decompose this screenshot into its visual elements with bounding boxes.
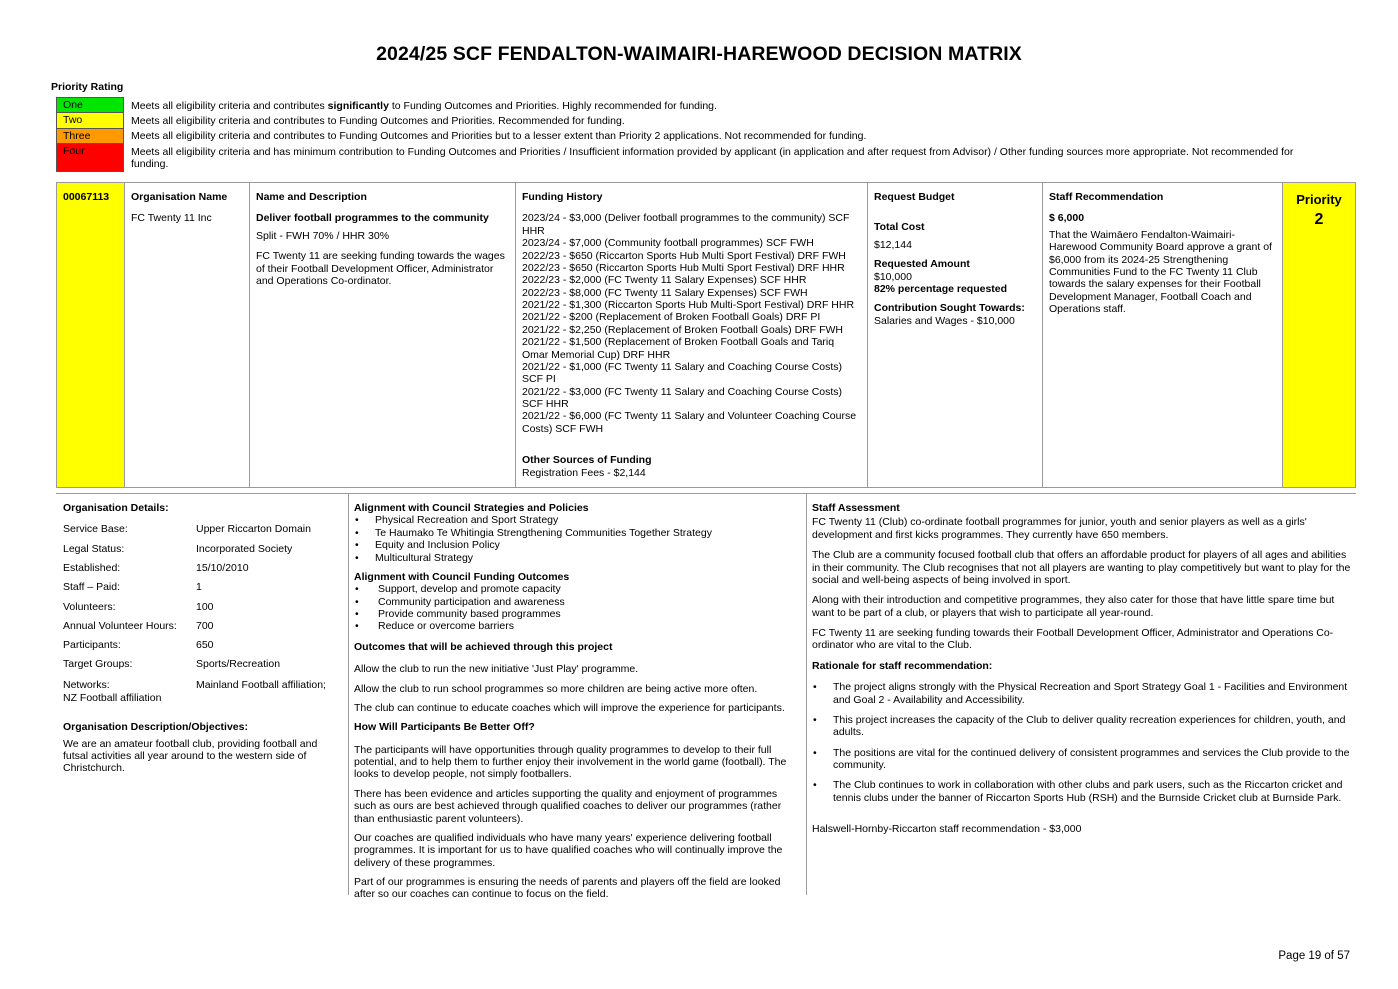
priority-value: 2 bbox=[1314, 211, 1324, 229]
funding-history-heading: Funding History bbox=[522, 191, 603, 203]
funding-history-item: 2021/22 - $3,000 (FC Twenty 11 Salary and Coaching Course Costs) SCF HHR bbox=[522, 385, 843, 410]
outcome-item: • Community participation and awareness bbox=[354, 596, 796, 608]
recommendation-text: That the Waimāero Fendalton-Waimairi-Harewood Community Board approve a grant of $6,000 from its 2024-25 Strengthening Communities Fund to the FC Twenty 11 Club towards the salary expenses for their Football Development Manager, Football Coach and Operations staff. bbox=[1049, 228, 1272, 315]
priority-row-two bbox=[57, 113, 1318, 128]
funding-history-item: 2021/22 - $1,300 (Riccarton Sports Hub Multi-Sport Festival) DRF HHR bbox=[522, 299, 855, 311]
rationale-item: • This project increases the capacity of the Club to deliver quality recreation experiences for children, youth, and adults. bbox=[812, 714, 1352, 739]
funding-history-item: 2022/23 - $650 (Riccarton Sports Hub Multi Sport Festival) DRF HHR bbox=[522, 261, 845, 274]
total-cost-value: $12,144 bbox=[874, 238, 912, 251]
priority-heading: Priority bbox=[1296, 192, 1342, 207]
organisation-description-heading: Organisation Description/Objectives: bbox=[63, 721, 248, 734]
priority-rating-heading: Priority Rating bbox=[51, 81, 124, 93]
priority-cell bbox=[1283, 183, 1355, 487]
funding-history-item: 2021/22 - $6,000 (FC Twenty 11 Salary and Volunteer Coaching Course Costs) SCF FWH bbox=[522, 410, 857, 435]
achieved-item: Allow the club to run the new initiative 'Just Play' programme. bbox=[354, 663, 639, 676]
priority-desc-four: Meets all eligibility criteria and has minimum contribution to Funding Outcomes and Priorities / Insufficient information provided by applicant (in application and after request from Advisor) / Other funding sources more appropriate. Not recommended for funding. bbox=[131, 145, 1294, 170]
outcome-item: • Reduce or overcome barriers bbox=[354, 620, 796, 632]
application-summary-table bbox=[56, 182, 1356, 488]
funding-history-cell bbox=[516, 183, 868, 487]
detail-key: Participants: bbox=[63, 639, 121, 652]
detail-row-target-groups bbox=[63, 658, 343, 677]
funding-outcomes-list bbox=[354, 583, 796, 633]
detail-row-volunteer-hours bbox=[63, 620, 343, 639]
organisation-name-cell bbox=[125, 183, 250, 487]
detail-key: Legal Status: bbox=[63, 542, 125, 555]
request-budget-heading: Request Budget bbox=[874, 191, 955, 203]
priority-rating-legend bbox=[56, 97, 1318, 172]
other-sources: Registration Fees - $2,144 bbox=[522, 466, 646, 479]
staff-assessment-heading: Staff Assessment bbox=[812, 502, 900, 514]
column-divider bbox=[806, 494, 807, 895]
detail-row-participants bbox=[63, 639, 343, 658]
funding-split: Split - FWH 70% / HHR 30% bbox=[256, 229, 390, 242]
assessment-paragraph: FC Twenty 11 are seeking funding towards their Football Development Officer, Administrator and Operations Co-ordinator who are vital to the Club. bbox=[812, 627, 1334, 652]
requested-amount-value: $10,000 bbox=[874, 270, 912, 283]
detail-key: Networks: bbox=[63, 678, 110, 691]
request-budget-cell bbox=[868, 183, 1043, 487]
funding-history-item: 2022/23 - $650 (Riccarton Sports Hub Multi Sport Festival) DRF FWH bbox=[522, 249, 846, 262]
detail-key: Annual Volunteer Hours: bbox=[63, 619, 177, 632]
organisation-details-section bbox=[63, 494, 343, 775]
detail-value: Sports/Recreation bbox=[196, 658, 281, 671]
priority-desc-one-post: to Funding Outcomes and Priorities. Highly recommended for funding. bbox=[388, 99, 717, 112]
detail-value: Upper Riccarton Domain bbox=[196, 523, 311, 536]
better-off-paragraph: Our coaches are qualified individuals who have many years' experience delivering football programmes. It is important for us to have qualified coaches who will continually improve the delivery of these programmes. bbox=[354, 831, 783, 869]
rationale-item: • The project aligns strongly with the Physical Recreation and Sport Strategy Goal 1 - Facilities and Environment and Goal 2 - Availability and Accessibility. bbox=[812, 681, 1352, 706]
achieved-item: The club can continue to educate coaches which will improve the experience for participants. bbox=[354, 701, 785, 714]
achieved-heading: Outcomes that will be achieved through this project bbox=[354, 640, 613, 653]
assessment-paragraph: FC Twenty 11 (Club) co-ordinate football programmes for junior, youth and senior players as well as a girls' development and first kicks programmes. They currently have 650 members. bbox=[812, 516, 1307, 541]
priority-desc-one-pre: Meets all eligibility criteria and contributes bbox=[131, 99, 328, 112]
strategies-heading: Alignment with Council Strategies and Policies bbox=[354, 502, 589, 514]
detail-row-established bbox=[63, 562, 343, 581]
column-divider bbox=[348, 494, 349, 895]
detail-value: 1 bbox=[196, 581, 202, 594]
detail-key: Established: bbox=[63, 561, 121, 574]
staff-recommendation-cell bbox=[1043, 183, 1283, 487]
priority-desc-two: Meets all eligibility criteria and contributes to Funding Outcomes and Priorities. Recommended for funding. bbox=[131, 114, 625, 127]
contribution-label: Contribution Sought Towards: bbox=[874, 302, 1025, 315]
achieved-item: Allow the club to run school programmes so more children are being active more often. bbox=[354, 682, 758, 695]
priority-desc-one-strong: significantly bbox=[327, 99, 389, 112]
strategies-list bbox=[354, 514, 796, 564]
rationale-list bbox=[812, 681, 1352, 804]
organisation-name: FC Twenty 11 Inc bbox=[131, 212, 212, 225]
assessment-paragraph: The Club are a community focused football club that offers an affordable product for players of all ages and abilities in their community. The Club recognises that not all players are wanting to play competitively but want to play for the social and well-being aspects of being involved in sport. bbox=[812, 549, 1351, 586]
alignment-section bbox=[354, 494, 796, 908]
recommended-amount: $ 6,000 bbox=[1049, 212, 1085, 225]
funding-history-item: 2022/23 - $8,000 (FC Twenty 11 Salary Expenses) SCF FWH bbox=[522, 286, 808, 299]
priority-row-three bbox=[57, 128, 1318, 143]
total-cost-label: Total Cost bbox=[874, 221, 925, 234]
priority-swatch-three: Three bbox=[57, 128, 124, 143]
strategy-item: • Equity and Inclusion Policy bbox=[354, 539, 796, 551]
strategy-item: • Physical Recreation and Sport Strategy bbox=[354, 514, 796, 526]
application-id: 00067113 bbox=[63, 191, 110, 203]
detail-value: 15/10/2010 bbox=[196, 561, 249, 574]
organisation-details-heading: Organisation Details: bbox=[63, 502, 169, 514]
organisation-name-heading: Organisation Name bbox=[131, 191, 228, 203]
funding-history-item: 2021/22 - $200 (Replacement of Broken Football Goals) DRF PI bbox=[522, 311, 821, 324]
better-off-paragraph: The participants will have opportunities through quality programmes to develop to their full potential, and to help them to further enjoy their involvement in the world game (football). The looks to develop people, not simply footballers. bbox=[354, 743, 787, 781]
rationale-heading: Rationale for staff recommendation: bbox=[812, 659, 993, 672]
detail-value: 100 bbox=[196, 600, 214, 613]
detail-key: Target Groups: bbox=[63, 658, 133, 671]
funding-history-item: 2023/24 - $7,000 (Community football programmes) SCF FWH bbox=[522, 237, 814, 250]
application-id-cell bbox=[57, 183, 125, 487]
page-number: Page 19 of 57 bbox=[1278, 950, 1350, 962]
funding-history-list bbox=[522, 212, 861, 435]
better-off-paragraph: Part of our programmes is ensuring the needs of parents and players off the field are looked after so our coaches can continue to focus on the field. bbox=[354, 876, 781, 901]
name-description-cell bbox=[250, 183, 516, 487]
better-off-paragraph: There has been evidence and articles supporting the quality and enjoyment of programmes such as ours are best achieved through qualified coaches to deliver our programmes (rather than enthusiastic parent volunteers). bbox=[354, 787, 782, 825]
detail-networks-extra: NZ Football affiliation bbox=[63, 691, 162, 704]
strategy-item: • Te Haumako Te Whitingia Strengthening Communities Together Strategy bbox=[354, 527, 796, 539]
funding-outcomes-heading: Alignment with Council Funding Outcomes bbox=[354, 570, 570, 583]
funding-history-item: 2022/23 - $2,000 (FC Twenty 11 Salary Expenses) SCF HHR bbox=[522, 274, 807, 287]
funding-history-item: 2021/22 - $2,250 (Replacement of Broken Football Goals) DRF FWH bbox=[522, 323, 843, 336]
priority-swatch-two: Two bbox=[57, 113, 124, 128]
staff-recommendation-heading: Staff Recommendation bbox=[1049, 191, 1164, 203]
name-description-heading: Name and Description bbox=[256, 191, 367, 203]
other-board-recommendation: Halswell-Hornby-Riccarton staff recommendation - $3,000 bbox=[812, 823, 1082, 836]
outcome-item: • Support, develop and promote capacity bbox=[354, 583, 796, 595]
priority-desc-one bbox=[124, 98, 1318, 113]
rationale-item: • The positions are vital for the continued delivery of consistent programmes and services the Club provide to the community. bbox=[812, 747, 1352, 772]
detail-key: Staff – Paid: bbox=[63, 581, 121, 594]
detail-row-volunteers bbox=[63, 601, 343, 620]
staff-assessment-section bbox=[812, 494, 1352, 836]
detail-row-networks bbox=[63, 679, 343, 692]
assessment-paragraph: Along with their introduction and competitive programmes, they also cater for those that have little spare time but want to be part of a club, or players that wish to participate all year-round. bbox=[812, 594, 1335, 619]
detail-value: Incorporated Society bbox=[196, 542, 293, 555]
detail-row-service-base bbox=[63, 523, 343, 542]
detail-row-legal-status bbox=[63, 543, 343, 562]
funding-history-item: 2021/22 - $1,000 (FC Twenty 11 Salary and Coaching Course Costs) SCF PI bbox=[522, 360, 843, 386]
priority-row-one bbox=[57, 98, 1318, 113]
priority-desc-three: Meets all eligibility criteria and contributes to Funding Outcomes and Priorities but to a lesser extent than Priority 2 applications. Not recommended for funding. bbox=[131, 130, 867, 143]
contribution-value: Salaries and Wages - $10,000 bbox=[874, 314, 1015, 327]
funding-history-item: 2021/22 - $1,500 (Replacement of Broken Football Goals and Tariq Omar Memorial Cup) DRF HHR bbox=[522, 336, 835, 361]
priority-swatch-one: One bbox=[57, 98, 124, 113]
document-title: 2024/25 SCF FENDALTON-WAIMAIRI-HAREWOOD DECISION MATRIX bbox=[376, 43, 1022, 65]
priority-row-four bbox=[57, 144, 1318, 172]
strategy-item: • Multicultural Strategy bbox=[354, 552, 796, 564]
other-sources-heading: Other Sources of Funding bbox=[522, 454, 652, 467]
detail-key: Service Base: bbox=[63, 523, 128, 536]
project-description: FC Twenty 11 are seeking funding towards the wages of their Football Development Officer, Administrator and Operations Co-ordinator. bbox=[256, 250, 505, 287]
rationale-item: • The Club continues to work in collaboration with other clubs and park users, such as the Riccarton cricket and tennis clubs under the banner of Riccarton Sports Hub (RSH) and the Burnside Cricket club at Burnside Park. bbox=[812, 779, 1352, 804]
project-title: Deliver football programmes to the community bbox=[256, 212, 489, 225]
better-off-heading: How Will Participants Be Better Off? bbox=[354, 721, 535, 734]
detail-row-staff-paid bbox=[63, 581, 343, 600]
organisation-description: We are an amateur football club, providing football and futsal activities all year around to the western side of Christchurch. bbox=[63, 737, 318, 775]
requested-amount-label: Requested Amount bbox=[874, 258, 970, 271]
outcome-item: • Provide community based programmes bbox=[354, 608, 796, 620]
priority-swatch-four: Four bbox=[57, 144, 124, 172]
detail-key: Volunteers: bbox=[63, 600, 116, 613]
detail-value: 700 bbox=[196, 619, 214, 632]
detail-value: 650 bbox=[196, 639, 214, 652]
detail-value: Mainland Football affiliation; bbox=[196, 678, 326, 691]
funding-history-item: 2023/24 - $3,000 (Deliver football programmes to the community) SCF HHR bbox=[522, 212, 850, 237]
percent-requested: 82% percentage requested bbox=[874, 282, 1008, 295]
